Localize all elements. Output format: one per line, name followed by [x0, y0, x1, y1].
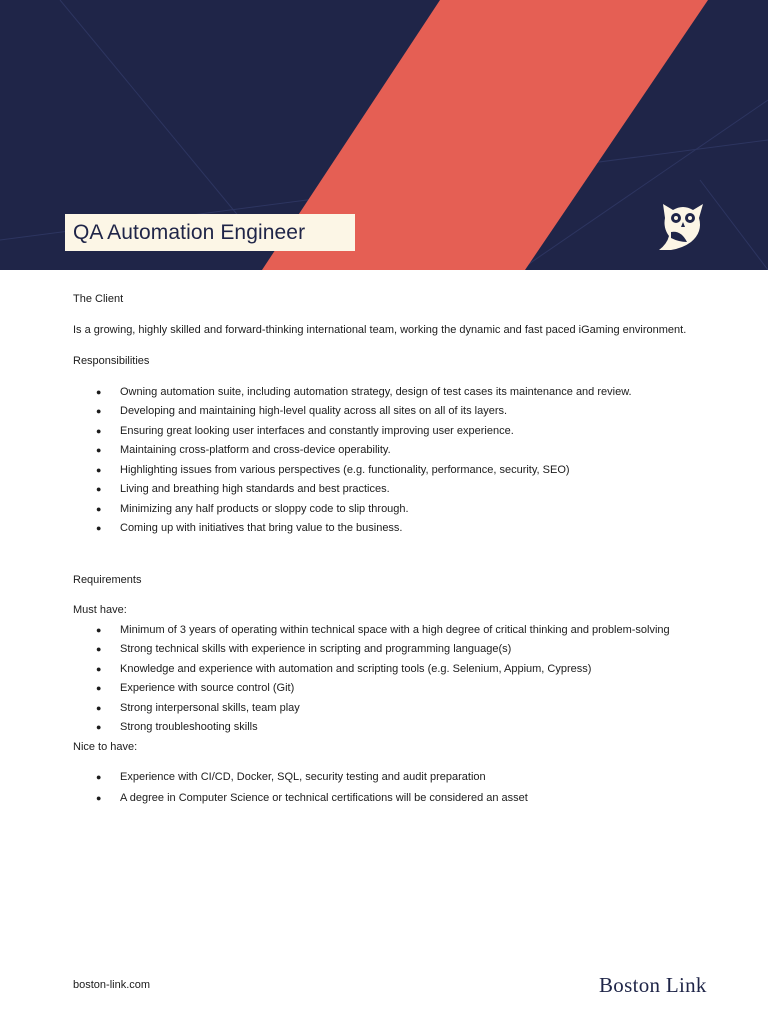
- bullet-icon: ●: [96, 683, 102, 693]
- owl-icon: [655, 196, 713, 254]
- list-item: ● Highlighting issues from various perspectives (e.g. functionality, performance, security, SEO): [73, 461, 693, 481]
- list-item: ● Minimizing any half products or sloppy code to slip through.: [73, 500, 693, 520]
- bullet-icon: ●: [96, 663, 102, 674]
- list-item: ● Maintaining cross-platform and cross-device operability.: [73, 441, 693, 461]
- bullet-icon: ●: [96, 722, 102, 732]
- list-item: ● Strong interpersonal skills, team play: [73, 699, 693, 719]
- responsibilities-heading: Responsibilities: [73, 355, 150, 367]
- bullet-icon: ●: [96, 445, 102, 455]
- nice-to-have-label: Nice to have:: [73, 740, 138, 753]
- list-item: ● Living and breathing high standards and best practices.: [73, 480, 693, 500]
- client-heading: The Client: [73, 293, 124, 305]
- bullet-icon: ●: [96, 484, 102, 494]
- list-item: ● Experience with source control (Git): [73, 679, 693, 699]
- bullet-icon: ●: [96, 406, 102, 416]
- list-item: ● Strong troubleshooting skills: [73, 718, 693, 738]
- client-text: Is a growing, highly skilled and forward-thinking international team, working the dynamic and fast paced iGaming environment.: [73, 323, 687, 336]
- page-title: QA Automation Engineer: [73, 220, 306, 244]
- bullet-icon: ●: [96, 503, 102, 514]
- bullet-icon: ●: [96, 624, 102, 635]
- bullet-icon: ●: [96, 523, 102, 533]
- job-description: [73, 290, 693, 808]
- bullet-icon: ●: [96, 644, 102, 654]
- bullet-icon: ●: [96, 792, 102, 803]
- list-item: ● Knowledge and experience with automation and scripting tools (e.g. Selenium, Appium, Cypress): [73, 660, 693, 680]
- requirements-heading: Requirements: [73, 573, 142, 586]
- list-item: ● Strong technical skills with experience in scripting and programming language(s): [73, 640, 693, 660]
- must-have-label: Must have:: [73, 604, 127, 616]
- bullet-icon: ●: [96, 386, 102, 397]
- footer-website-link[interactable]: boston-link.com: [73, 979, 151, 991]
- footer-brand-logo: Boston Link: [599, 973, 707, 997]
- list-item: ● Minimum of 3 years of operating within technical space with a high degree of critical thinking and problem-solving: [73, 621, 693, 641]
- bullet-icon: ●: [96, 702, 102, 713]
- list-item: ● Developing and maintaining high-level quality across all sites on all of its layers.: [73, 402, 693, 422]
- bullet-icon: ●: [96, 464, 102, 475]
- list-item: ● Experience with CI/CD, Docker, SQL, security testing and audit preparation: [73, 768, 693, 788]
- list-item: ● Ensuring great looking user interfaces and constantly improving user experience.: [73, 422, 693, 442]
- must-have-list: [73, 621, 693, 738]
- list-item: ● Owning automation suite, including automation strategy, design of test cases its maintenance and review.: [73, 383, 693, 403]
- list-item: ● A degree in Computer Science or technical certifications will be considered an asset: [73, 789, 693, 809]
- title-box: [65, 214, 355, 251]
- responsibilities-list: [73, 383, 693, 539]
- bullet-icon: ●: [96, 772, 102, 782]
- nice-to-have-list: [73, 768, 693, 808]
- list-item: ● Coming up with initiatives that bring value to the business.: [73, 519, 693, 539]
- bullet-icon: ●: [96, 425, 102, 436]
